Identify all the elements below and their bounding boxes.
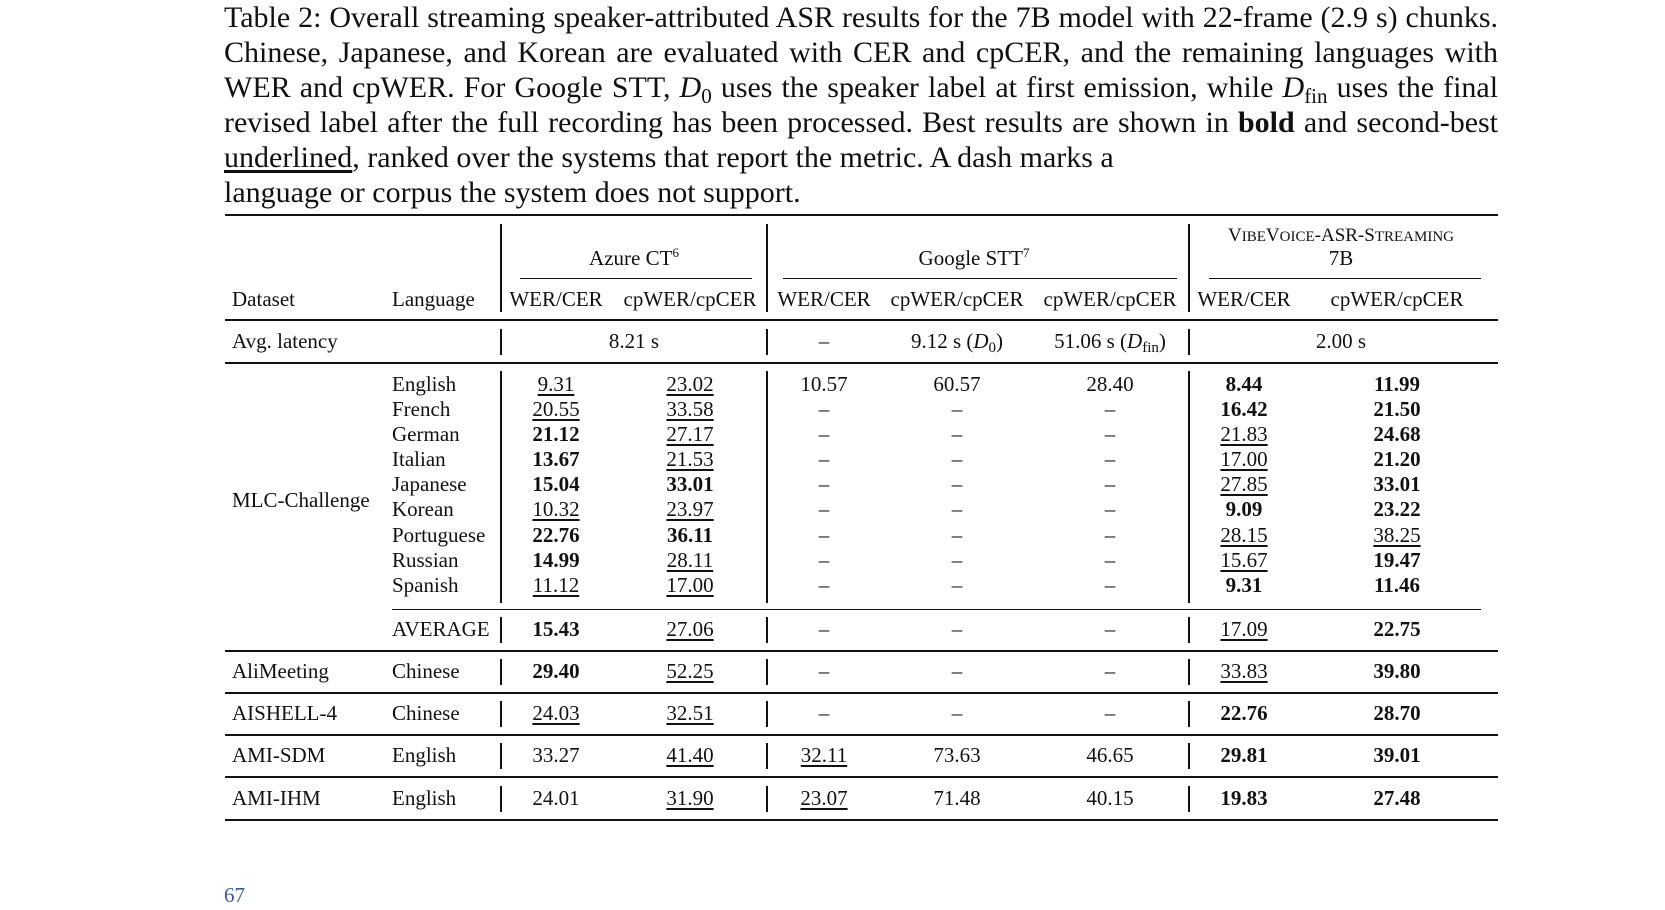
col-separator bbox=[500, 329, 502, 355]
table-cell: – bbox=[951, 497, 963, 521]
col-separator bbox=[766, 659, 768, 685]
col-separator bbox=[500, 617, 502, 643]
table-cell: 21.83 bbox=[1220, 422, 1268, 446]
table-cell: 15.04 bbox=[532, 472, 580, 496]
table-cell: 46.65 bbox=[1086, 743, 1134, 767]
table-cell: 21.50 bbox=[1373, 397, 1421, 421]
table-cell: 19.47 bbox=[1373, 548, 1421, 572]
table-cell: 24.01 bbox=[532, 786, 580, 810]
col-separator bbox=[500, 659, 502, 685]
table-cell: 22.76 bbox=[532, 523, 580, 547]
header-rule bbox=[225, 319, 1498, 321]
table-cell: – bbox=[1104, 447, 1116, 471]
language-name: German bbox=[392, 422, 460, 446]
table-cell: – bbox=[951, 472, 963, 496]
table-cell: 8.44 bbox=[1225, 372, 1263, 396]
table-cell: – bbox=[818, 617, 830, 641]
table-cell: 11.46 bbox=[1373, 573, 1421, 597]
col-separator bbox=[1188, 371, 1190, 603]
table-cell: 40.15 bbox=[1086, 786, 1134, 810]
table-cell: – bbox=[818, 573, 830, 597]
table-cell: 41.40 bbox=[666, 743, 714, 767]
language-name: Chinese bbox=[392, 659, 460, 683]
table-cell: 10.57 bbox=[800, 372, 848, 396]
table-cell: 32.51 bbox=[666, 701, 714, 725]
table-cell: 23.22 bbox=[1373, 497, 1421, 521]
table-cell: 14.99 bbox=[532, 548, 580, 572]
vibevoice-header: VIBEVOICE-ASR-STREAMING bbox=[1228, 225, 1454, 246]
table-cell: 73.63 bbox=[933, 743, 981, 767]
table-cell: – bbox=[951, 548, 963, 572]
table-cell: 15.67 bbox=[1220, 548, 1268, 572]
google-cmid-rule bbox=[783, 278, 1177, 279]
table-cell: 28.11 bbox=[666, 548, 714, 572]
table-cell: 22.76 bbox=[1220, 701, 1268, 725]
azure-latency: 8.21 s bbox=[608, 329, 660, 353]
table-cell: 28.40 bbox=[1086, 372, 1134, 396]
mlc-dataset-label: MLC-Challenge bbox=[232, 488, 370, 512]
caption-label: Table 2: bbox=[224, 1, 322, 34]
language-name: AVERAGE bbox=[392, 617, 490, 641]
table-cell: 29.81 bbox=[1220, 743, 1268, 767]
language-name: Korean bbox=[392, 497, 454, 521]
latency-rule bbox=[225, 362, 1498, 364]
col-separator bbox=[1188, 659, 1190, 685]
table-cell: 33.83 bbox=[1220, 659, 1268, 683]
language-name: Portuguese bbox=[392, 523, 486, 547]
col-separator bbox=[1188, 743, 1190, 769]
table-cell: 23.97 bbox=[666, 497, 714, 521]
table-cell: 24.68 bbox=[1373, 422, 1421, 446]
metric-header: WER/CER bbox=[509, 287, 603, 311]
alimeeting-rule bbox=[225, 692, 1498, 694]
table-cell: – bbox=[1104, 617, 1116, 641]
table-cell: – bbox=[1104, 573, 1116, 597]
dataset-name: AliMeeting bbox=[232, 659, 329, 683]
amisdm-rule bbox=[225, 776, 1498, 778]
table-cell: 17.00 bbox=[666, 573, 714, 597]
dataset-name: AMI-IHM bbox=[232, 786, 321, 810]
azure-cmid-rule bbox=[520, 278, 752, 279]
language-name: Spanish bbox=[392, 573, 459, 597]
table-cell: 33.27 bbox=[532, 743, 580, 767]
google-dfin-latency: 51.06 s $(D_{fin})$ bbox=[1054, 329, 1166, 356]
aishell-rule bbox=[225, 734, 1498, 736]
table-cell: – bbox=[951, 659, 963, 683]
table-cell: 22.75 bbox=[1373, 617, 1421, 641]
table-cell: – bbox=[951, 523, 963, 547]
col-separator bbox=[500, 371, 502, 603]
dataset-name: AMI-SDM bbox=[232, 743, 326, 767]
table-cell: 39.01 bbox=[1373, 743, 1421, 767]
table-cell: 23.02 bbox=[666, 372, 714, 396]
table-cell: 33.01 bbox=[666, 472, 714, 496]
table-cell: 31.90 bbox=[666, 786, 714, 810]
top-rule bbox=[225, 214, 1498, 216]
metric-header: cpWER/cpCER bbox=[1043, 287, 1177, 311]
table-cell: 17.09 bbox=[1220, 617, 1268, 641]
table-cell: – bbox=[951, 447, 963, 471]
language-name: Chinese bbox=[392, 701, 460, 725]
col-separator bbox=[766, 786, 768, 812]
col-separator bbox=[766, 371, 768, 603]
col-separator bbox=[500, 224, 502, 312]
dataset-name: AISHELL-4 bbox=[232, 701, 337, 725]
vv-cmid-rule bbox=[1209, 278, 1481, 279]
table-cell: 15.43 bbox=[532, 617, 580, 641]
language-header: Language bbox=[392, 287, 475, 311]
table-cell: 52.25 bbox=[666, 659, 714, 683]
table-cell: – bbox=[951, 397, 963, 421]
metric-header: cpWER/cpCER bbox=[623, 287, 757, 311]
dataset-header: Dataset bbox=[232, 287, 295, 311]
table-cell: – bbox=[818, 701, 830, 725]
table-caption: Table 2: Overall streaming speaker-attributed ASR results for the 7B model with 22-frame (2.9 s) chunks. Chinese, Japanese, and Korean are evaluated with CER and cpCER, and the remaining languages with WER and cpWER. For Google STT, $D_0$ uses the speaker label at first emission, while $D_{fin}$ uses the final revised label after the full recording has been processed. Best results are shown in bold and second-best underlined, ranked over the systems that report the metric. A dash marks a language or corpus the system does not support. bbox=[224, 1, 1499, 209]
table-cell: – bbox=[818, 397, 830, 421]
table-cell: – bbox=[1104, 472, 1116, 496]
google-header: Google STT$^7$ bbox=[918, 245, 1030, 270]
language-name: Japanese bbox=[392, 472, 467, 496]
table-cell: 39.80 bbox=[1373, 659, 1421, 683]
table-cell: – bbox=[1104, 548, 1116, 572]
vibevoice-size: 7B bbox=[1328, 246, 1354, 270]
col-separator bbox=[766, 743, 768, 769]
table-cell: – bbox=[818, 659, 830, 683]
col-separator bbox=[1188, 786, 1190, 812]
table-cell: – bbox=[818, 447, 830, 471]
latency-label: Avg. latency bbox=[232, 329, 338, 353]
metric-header: cpWER/cpCER bbox=[1330, 287, 1464, 311]
metric-header: WER/CER bbox=[1197, 287, 1291, 311]
table-cell: 16.42 bbox=[1220, 397, 1268, 421]
table-cell: 28.15 bbox=[1220, 523, 1268, 547]
vv-latency: 2.00 s bbox=[1315, 329, 1367, 353]
table-cell: 27.48 bbox=[1373, 786, 1421, 810]
table-cell: 27.06 bbox=[666, 617, 714, 641]
table-cell: 71.48 bbox=[933, 786, 981, 810]
table-cell: 21.12 bbox=[532, 422, 580, 446]
table-cell: 11.12 bbox=[532, 573, 580, 597]
table-cell: – bbox=[951, 617, 963, 641]
table-cell: 10.32 bbox=[532, 497, 580, 521]
table-cell: 21.20 bbox=[1373, 447, 1421, 471]
language-name: Russian bbox=[392, 548, 459, 572]
metric-header: cpWER/cpCER bbox=[890, 287, 1024, 311]
table-cell: – bbox=[951, 422, 963, 446]
table-cell: – bbox=[1104, 701, 1116, 725]
table-cell: – bbox=[1104, 422, 1116, 446]
language-name: English bbox=[392, 372, 457, 396]
table-cell: 60.57 bbox=[933, 372, 981, 396]
language-name: French bbox=[392, 397, 451, 421]
col-separator bbox=[1188, 329, 1190, 355]
table-cell: 28.70 bbox=[1373, 701, 1421, 725]
col-separator bbox=[766, 329, 768, 355]
google-d0-latency: 9.12 s $(D_0)$ bbox=[910, 329, 1004, 356]
table-cell: 13.67 bbox=[532, 447, 580, 471]
average-cmid-rule bbox=[392, 609, 1481, 610]
table-cell: 27.17 bbox=[666, 422, 714, 446]
table-cell: 29.40 bbox=[532, 659, 580, 683]
language-name: English bbox=[392, 743, 457, 767]
table-cell: – bbox=[818, 472, 830, 496]
col-separator bbox=[500, 743, 502, 769]
table-cell: – bbox=[818, 497, 830, 521]
table-cell: 9.09 bbox=[1225, 497, 1263, 521]
page-number: 67 bbox=[224, 883, 245, 907]
table-cell: 21.53 bbox=[666, 447, 714, 471]
table-cell: 32.11 bbox=[800, 743, 848, 767]
col-separator bbox=[1188, 224, 1190, 312]
table-cell: 9.31 bbox=[537, 372, 575, 396]
table-cell: – bbox=[1104, 397, 1116, 421]
table-cell: 27.85 bbox=[1220, 472, 1268, 496]
metric-header: WER/CER bbox=[777, 287, 871, 311]
table-cell: 19.83 bbox=[1220, 786, 1268, 810]
google-wer-latency: – bbox=[818, 329, 830, 353]
table-cell: 33.01 bbox=[1373, 472, 1421, 496]
bottom-rule bbox=[225, 819, 1498, 821]
table-cell: 17.00 bbox=[1220, 447, 1268, 471]
col-separator bbox=[1188, 617, 1190, 643]
table-cell: – bbox=[1104, 523, 1116, 547]
col-separator bbox=[766, 224, 768, 312]
table-cell: – bbox=[1104, 659, 1116, 683]
col-separator bbox=[500, 786, 502, 812]
col-separator bbox=[766, 701, 768, 727]
mlc-rule bbox=[225, 650, 1498, 652]
table-cell: – bbox=[951, 573, 963, 597]
table-cell: 20.55 bbox=[532, 397, 580, 421]
table-cell: 33.58 bbox=[666, 397, 714, 421]
table-cell: – bbox=[818, 548, 830, 572]
table-cell: – bbox=[951, 701, 963, 725]
table-cell: 36.11 bbox=[666, 523, 714, 547]
table-cell: 23.07 bbox=[800, 786, 848, 810]
language-name: English bbox=[392, 786, 457, 810]
col-separator bbox=[1188, 701, 1190, 727]
col-separator bbox=[500, 701, 502, 727]
table-cell: – bbox=[818, 523, 830, 547]
table-cell: 11.99 bbox=[1373, 372, 1421, 396]
col-separator bbox=[766, 617, 768, 643]
table-cell: – bbox=[1104, 497, 1116, 521]
language-name: Italian bbox=[392, 447, 446, 471]
table-cell: 24.03 bbox=[532, 701, 580, 725]
azure-header: Azure $CT^6$ bbox=[589, 245, 679, 270]
table-cell: – bbox=[818, 422, 830, 446]
table-cell: 38.25 bbox=[1373, 523, 1421, 547]
table-cell: 9.31 bbox=[1225, 573, 1263, 597]
